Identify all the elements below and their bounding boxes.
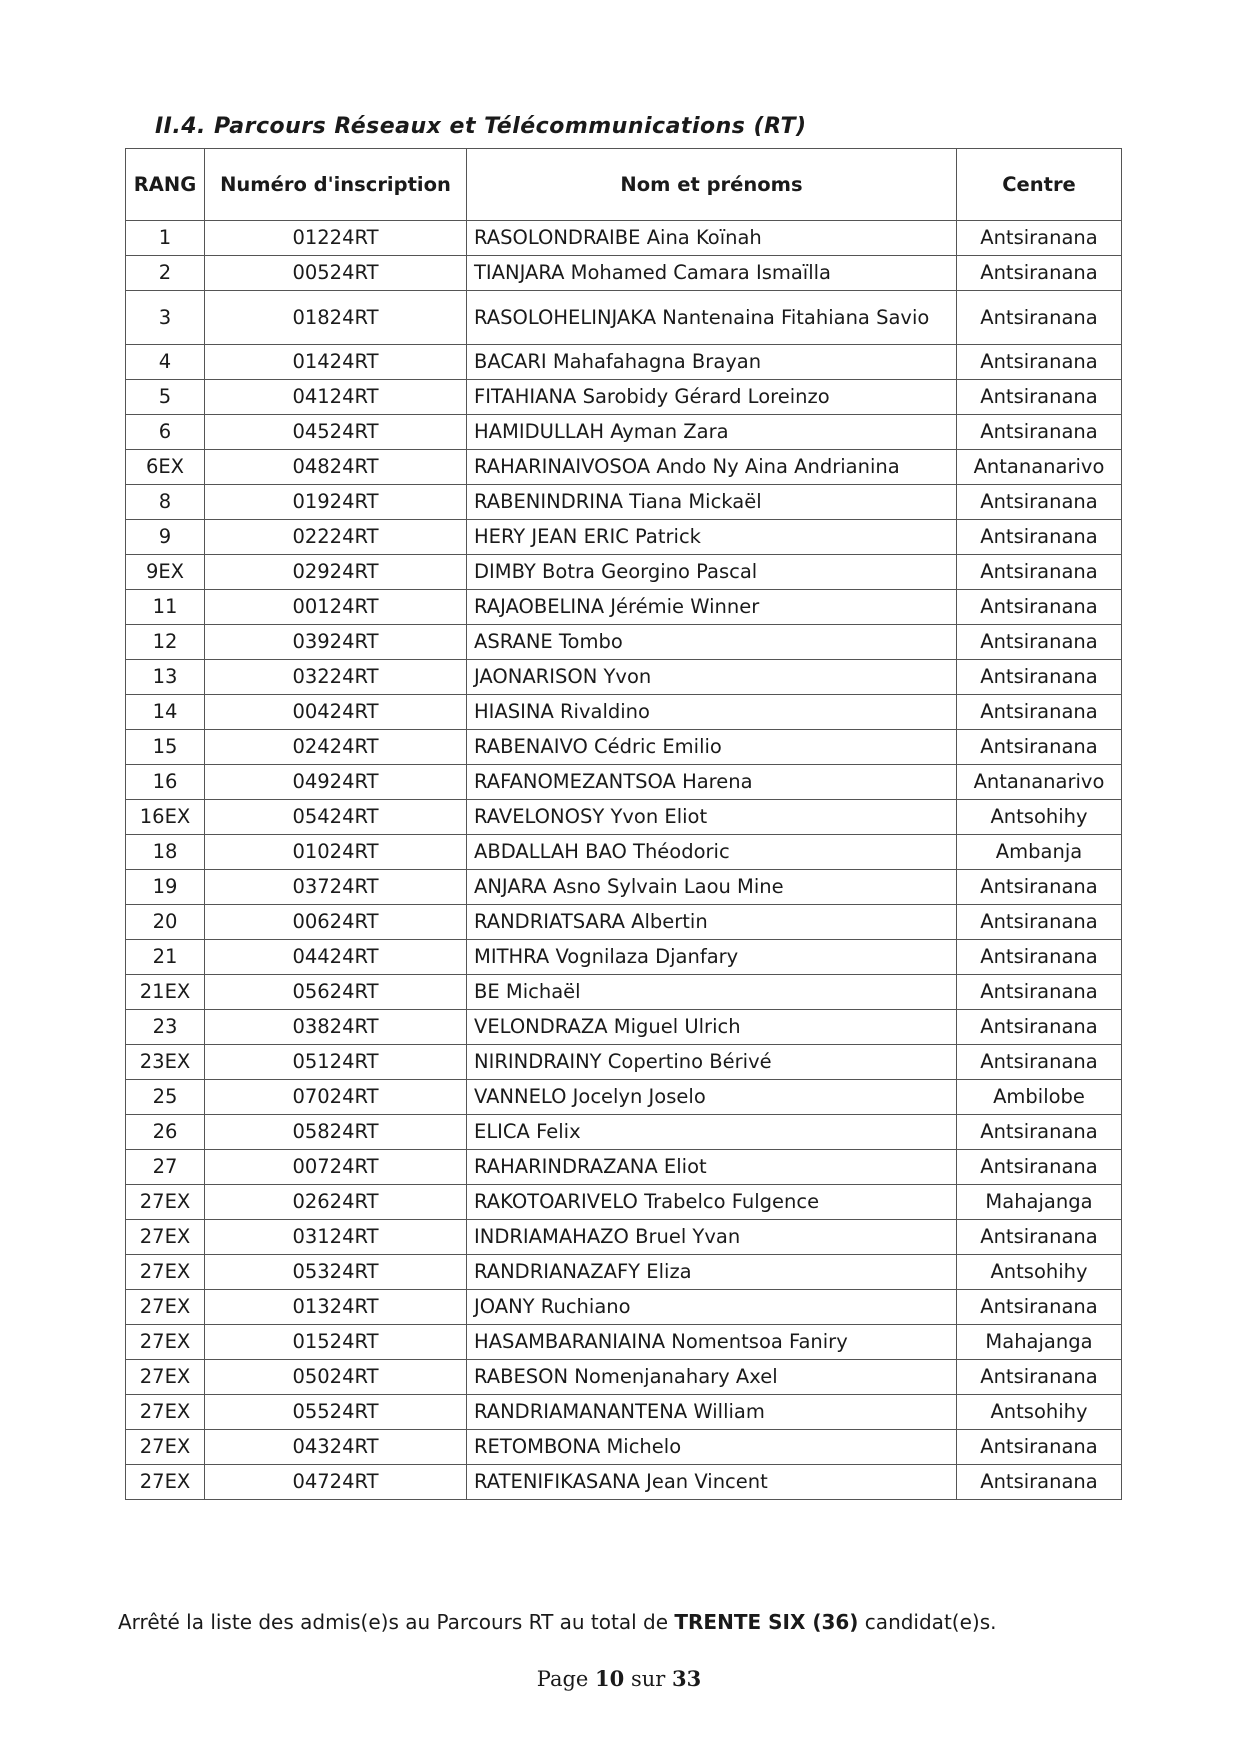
cell-numero: 05524RT — [205, 1395, 467, 1430]
cell-nom: RAKOTOARIVELO Trabelco Fulgence — [467, 1185, 957, 1220]
table-row — [126, 660, 1122, 695]
cell-nom: RASOLOHELINJAKA Nantenaina Fitahiana Savio — [467, 291, 957, 345]
cell-rang: 26 — [126, 1115, 205, 1150]
table-row — [126, 975, 1122, 1010]
cell-nom: JAONARISON Yvon — [467, 660, 957, 695]
cell-rang: 1 — [126, 221, 205, 256]
table-row — [126, 905, 1122, 940]
cell-centre: Antsiranana — [957, 1290, 1122, 1325]
cell-nom: RAVELONOSY Yvon Eliot — [467, 800, 957, 835]
cell-nom: TIANJARA Mohamed Camara Ismaïlla — [467, 256, 957, 291]
cell-numero: 07024RT — [205, 1080, 467, 1115]
header-nom: Nom et prénoms — [467, 149, 957, 221]
table-row — [126, 695, 1122, 730]
cell-centre: Antsiranana — [957, 256, 1122, 291]
table-row — [126, 450, 1122, 485]
cell-centre: Antsiranana — [957, 380, 1122, 415]
cell-centre: Antsiranana — [957, 555, 1122, 590]
cell-nom: RETOMBONA Michelo — [467, 1430, 957, 1465]
table-row — [126, 291, 1122, 345]
cell-rang: 6 — [126, 415, 205, 450]
cell-numero: 01824RT — [205, 291, 467, 345]
cell-nom: ELICA Felix — [467, 1115, 957, 1150]
cell-numero: 02624RT — [205, 1185, 467, 1220]
cell-centre: Mahajanga — [957, 1185, 1122, 1220]
cell-centre: Antsiranana — [957, 221, 1122, 256]
table-row — [126, 415, 1122, 450]
table-row — [126, 940, 1122, 975]
cell-centre: Antsiranana — [957, 590, 1122, 625]
cell-nom: VELONDRAZA Miguel Ulrich — [467, 1010, 957, 1045]
cell-nom: RABENAIVO Cédric Emilio — [467, 730, 957, 765]
table-row — [126, 1255, 1122, 1290]
cell-rang: 14 — [126, 695, 205, 730]
table-row — [126, 870, 1122, 905]
table-row — [126, 625, 1122, 660]
cell-nom: RATENIFIKASANA Jean Vincent — [467, 1465, 957, 1500]
table-row — [126, 1325, 1122, 1360]
cell-numero: 03924RT — [205, 625, 467, 660]
table-row — [126, 1360, 1122, 1395]
table-row — [126, 1290, 1122, 1325]
header-numero: Numéro d'inscription — [205, 149, 467, 221]
cell-nom: HIASINA Rivaldino — [467, 695, 957, 730]
cell-nom: DIMBY Botra Georgino Pascal — [467, 555, 957, 590]
cell-rang: 27EX — [126, 1185, 205, 1220]
cell-nom: RASOLONDRAIBE Aina Koïnah — [467, 221, 957, 256]
cell-numero: 03124RT — [205, 1220, 467, 1255]
table-row — [126, 256, 1122, 291]
cell-numero: 01324RT — [205, 1290, 467, 1325]
table-row — [126, 380, 1122, 415]
cell-rang: 13 — [126, 660, 205, 695]
cell-rang: 4 — [126, 345, 205, 380]
table-row — [126, 1115, 1122, 1150]
cell-rang: 27EX — [126, 1360, 205, 1395]
cell-centre: Antsiranana — [957, 870, 1122, 905]
table-row — [126, 555, 1122, 590]
cell-rang: 3 — [126, 291, 205, 345]
cell-centre: Antsiranana — [957, 975, 1122, 1010]
cell-nom: HAMIDULLAH Ayman Zara — [467, 415, 957, 450]
cell-centre: Antsiranana — [957, 1115, 1122, 1150]
cell-centre: Antsiranana — [957, 625, 1122, 660]
cell-centre: Antsiranana — [957, 695, 1122, 730]
cell-numero: 01024RT — [205, 835, 467, 870]
cell-nom: HERY JEAN ERIC Patrick — [467, 520, 957, 555]
cell-numero: 00624RT — [205, 905, 467, 940]
cell-nom: RABENINDRINA Tiana Mickaël — [467, 485, 957, 520]
cell-numero: 00124RT — [205, 590, 467, 625]
table-row — [126, 1220, 1122, 1255]
cell-rang: 8 — [126, 485, 205, 520]
cell-numero: 04324RT — [205, 1430, 467, 1465]
cell-nom: FITAHIANA Sarobidy Gérard Loreinzo — [467, 380, 957, 415]
cell-centre: Antsiranana — [957, 1360, 1122, 1395]
cell-rang: 27EX — [126, 1325, 205, 1360]
cell-centre: Mahajanga — [957, 1325, 1122, 1360]
cell-numero: 00724RT — [205, 1150, 467, 1185]
cell-numero: 04524RT — [205, 415, 467, 450]
cell-nom: RAHARINDRAZANA Eliot — [467, 1150, 957, 1185]
header-centre: Centre — [957, 149, 1122, 221]
cell-centre: Antsiranana — [957, 485, 1122, 520]
table-row — [126, 835, 1122, 870]
cell-rang: 16EX — [126, 800, 205, 835]
cell-numero: 01524RT — [205, 1325, 467, 1360]
cell-nom: VANNELO Jocelyn Joselo — [467, 1080, 957, 1115]
cell-rang: 11 — [126, 590, 205, 625]
cell-centre: Antsiranana — [957, 940, 1122, 975]
cell-rang: 20 — [126, 905, 205, 940]
cell-nom: MITHRA Vognilaza Djanfary — [467, 940, 957, 975]
table-row — [126, 221, 1122, 256]
cell-numero: 04824RT — [205, 450, 467, 485]
table-row — [126, 1185, 1122, 1220]
cell-centre: Antananarivo — [957, 450, 1122, 485]
cell-centre: Antsiranana — [957, 1045, 1122, 1080]
cell-centre: Antsiranana — [957, 660, 1122, 695]
cell-numero: 05624RT — [205, 975, 467, 1010]
cell-centre: Ambilobe — [957, 1080, 1122, 1115]
cell-rang: 27EX — [126, 1465, 205, 1500]
summary-text — [118, 1610, 996, 1634]
page-footer — [0, 1666, 1238, 1691]
cell-nom: ANJARA Asno Sylvain Laou Mine — [467, 870, 957, 905]
cell-rang: 2 — [126, 256, 205, 291]
cell-centre: Antsiranana — [957, 1220, 1122, 1255]
table-row — [126, 485, 1122, 520]
cell-centre: Antsohihy — [957, 800, 1122, 835]
cell-nom: JOANY Ruchiano — [467, 1290, 957, 1325]
cell-centre: Antsiranana — [957, 730, 1122, 765]
cell-centre: Antsiranana — [957, 1010, 1122, 1045]
cell-numero: 04724RT — [205, 1465, 467, 1500]
cell-nom: RAFANOMEZANTSOA Harena — [467, 765, 957, 800]
cell-nom: ABDALLAH BAO Théodoric — [467, 835, 957, 870]
cell-numero: 01924RT — [205, 485, 467, 520]
cell-centre: Antsiranana — [957, 345, 1122, 380]
table-row — [126, 1430, 1122, 1465]
cell-numero: 02224RT — [205, 520, 467, 555]
cell-centre: Antsiranana — [957, 905, 1122, 940]
cell-numero: 00424RT — [205, 695, 467, 730]
cell-numero: 01424RT — [205, 345, 467, 380]
summary-count: TRENTE SIX (36) — [674, 1610, 859, 1634]
cell-numero: 05024RT — [205, 1360, 467, 1395]
cell-numero: 04424RT — [205, 940, 467, 975]
cell-rang: 18 — [126, 835, 205, 870]
cell-rang: 16 — [126, 765, 205, 800]
cell-centre: Antsiranana — [957, 415, 1122, 450]
footer-of-word: sur — [624, 1667, 672, 1691]
cell-nom: NIRINDRAINY Copertino Bérivé — [467, 1045, 957, 1080]
cell-nom: RANDRIANAZAFY Eliza — [467, 1255, 957, 1290]
cell-rang: 21 — [126, 940, 205, 975]
summary-prefix: Arrêté la liste des admis(e)s au Parcours RT au total de — [118, 1610, 675, 1634]
admitted-list-table — [125, 148, 1122, 1500]
cell-centre: Antsiranana — [957, 1465, 1122, 1500]
cell-centre: Antananarivo — [957, 765, 1122, 800]
cell-centre: Ambanja — [957, 835, 1122, 870]
table-row — [126, 590, 1122, 625]
cell-rang: 6EX — [126, 450, 205, 485]
table-row — [126, 345, 1122, 380]
cell-centre: Antsiranana — [957, 1150, 1122, 1185]
table-row — [126, 1465, 1122, 1500]
cell-rang: 27EX — [126, 1255, 205, 1290]
table-row — [126, 730, 1122, 765]
cell-rang: 23EX — [126, 1045, 205, 1080]
cell-numero: 05324RT — [205, 1255, 467, 1290]
table-row — [126, 1080, 1122, 1115]
cell-rang: 21EX — [126, 975, 205, 1010]
cell-numero: 01224RT — [205, 221, 467, 256]
cell-nom: RANDRIAMANANTENA William — [467, 1395, 957, 1430]
table-row — [126, 1395, 1122, 1430]
cell-nom: ASRANE Tombo — [467, 625, 957, 660]
cell-rang: 5 — [126, 380, 205, 415]
cell-nom: HASAMBARANIAINA Nomentsoa Faniry — [467, 1325, 957, 1360]
footer-total-pages: 33 — [671, 1666, 702, 1691]
table-row — [126, 800, 1122, 835]
cell-numero: 05124RT — [205, 1045, 467, 1080]
cell-rang: 15 — [126, 730, 205, 765]
table-row — [126, 1150, 1122, 1185]
table-header-row — [126, 149, 1122, 221]
footer-page-word: Page — [536, 1667, 596, 1691]
cell-rang: 27EX — [126, 1220, 205, 1255]
cell-numero: 05424RT — [205, 800, 467, 835]
table-row — [126, 1010, 1122, 1045]
cell-rang: 27 — [126, 1150, 205, 1185]
cell-numero: 03724RT — [205, 870, 467, 905]
summary-suffix: candidat(e)s. — [858, 1610, 997, 1634]
footer-current-page: 10 — [595, 1666, 625, 1691]
cell-nom: INDRIAMAHAZO Bruel Yvan — [467, 1220, 957, 1255]
cell-numero: 05824RT — [205, 1115, 467, 1150]
table-row — [126, 1045, 1122, 1080]
cell-centre: Antsohihy — [957, 1255, 1122, 1290]
cell-rang: 19 — [126, 870, 205, 905]
cell-numero: 00524RT — [205, 256, 467, 291]
cell-nom: RANDRIATSARA Albertin — [467, 905, 957, 940]
cell-centre: Antsiranana — [957, 291, 1122, 345]
cell-rang: 9 — [126, 520, 205, 555]
cell-centre: Antsiranana — [957, 1430, 1122, 1465]
table-row — [126, 765, 1122, 800]
cell-rang: 27EX — [126, 1290, 205, 1325]
cell-rang: 9EX — [126, 555, 205, 590]
cell-nom: BACARI Mahafahagna Brayan — [467, 345, 957, 380]
cell-rang: 12 — [126, 625, 205, 660]
cell-numero: 02924RT — [205, 555, 467, 590]
cell-nom: RAJAOBELINA Jérémie Winner — [467, 590, 957, 625]
table-body — [126, 221, 1122, 1500]
cell-rang: 27EX — [126, 1430, 205, 1465]
cell-rang: 23 — [126, 1010, 205, 1045]
header-rang: RANG — [126, 149, 205, 221]
cell-nom: BE Michaël — [467, 975, 957, 1010]
cell-rang: 27EX — [126, 1395, 205, 1430]
cell-numero: 02424RT — [205, 730, 467, 765]
cell-numero: 03824RT — [205, 1010, 467, 1045]
cell-nom: RABESON Nomenjanahary Axel — [467, 1360, 957, 1395]
table-row — [126, 520, 1122, 555]
cell-numero: 04124RT — [205, 380, 467, 415]
cell-rang: 25 — [126, 1080, 205, 1115]
cell-centre: Antsiranana — [957, 520, 1122, 555]
cell-numero: 03224RT — [205, 660, 467, 695]
cell-nom: RAHARINAIVOSOA Ando Ny Aina Andrianina — [467, 450, 957, 485]
section-title: II.4. Parcours Réseaux et Télécommunications (RT) — [155, 114, 807, 139]
cell-centre: Antsohihy — [957, 1395, 1122, 1430]
cell-numero: 04924RT — [205, 765, 467, 800]
